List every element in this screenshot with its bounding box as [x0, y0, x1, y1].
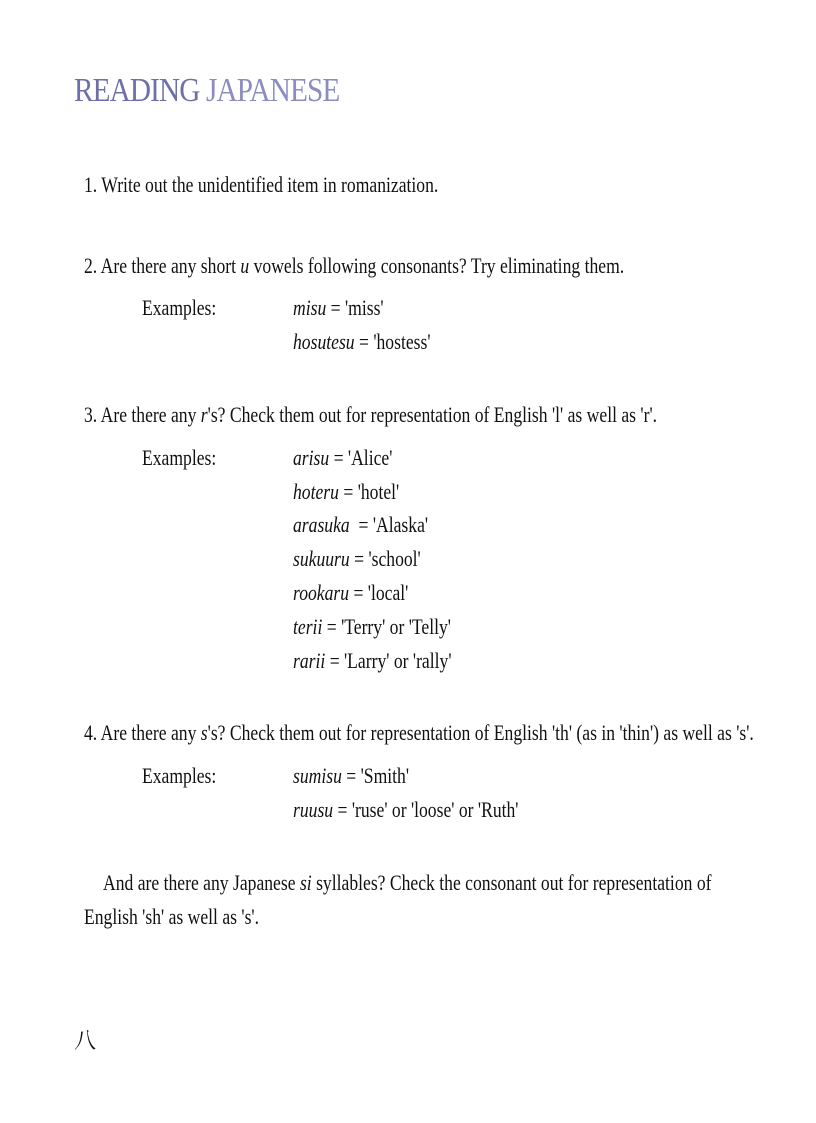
title-word-reading: READING: [74, 72, 200, 109]
note-line-2-text: English 'sh' as well as 's'.: [84, 904, 259, 929]
example-gloss: = 'Alaska': [349, 512, 429, 537]
step-3-em: r: [200, 402, 208, 427]
step-3-examples-label: Examples:: [142, 445, 217, 470]
example-item: [293, 759, 409, 793]
example-item: [293, 793, 518, 827]
example-word: rarii: [293, 648, 326, 673]
step-2-post: vowels following consonants? Try eliminating them.: [249, 253, 625, 278]
step-1: [84, 168, 438, 202]
example-word: arasuka: [293, 512, 350, 537]
example-word: hoteru: [293, 479, 339, 504]
example-gloss: = 'miss': [326, 295, 384, 320]
example-gloss: = 'Larry' or 'rally': [325, 648, 452, 673]
example-word: terii: [293, 614, 323, 639]
page-number-mark: 八: [74, 1029, 97, 1054]
example-gloss: = 'hostess': [354, 329, 431, 354]
note-post: syllables? Check the consonant out for representation of: [311, 870, 712, 895]
example-item: [293, 542, 421, 576]
example-item: [293, 325, 431, 359]
example-word: sumisu: [293, 763, 342, 788]
title-word-japanese: JAPANESE: [205, 72, 340, 109]
example-gloss: = 'Terry' or 'Telly': [322, 614, 451, 639]
example-word: rookaru: [293, 580, 350, 605]
step-3-pre: 3. Are there any: [84, 402, 201, 427]
step-2-examples-label: Examples:: [142, 295, 217, 320]
example-word: misu: [293, 295, 327, 320]
step-4-examples-label: Examples:: [142, 763, 217, 788]
step-1-text: 1. Write out the unidentified item in romanization.: [84, 172, 439, 197]
step-4-em: s: [200, 720, 208, 745]
page-title: [74, 72, 339, 110]
step-4: [84, 716, 754, 750]
step-3: [84, 398, 657, 432]
example-word: sukuuru: [293, 546, 350, 571]
note-em: si: [299, 870, 312, 895]
step-4-pre: 4. Are there any: [84, 720, 201, 745]
example-word: ruusu: [293, 797, 334, 822]
step-4-post: 's? Check them out for representation of English 'th' (as in 'thin') as well as 's'.: [207, 720, 754, 745]
example-item: [293, 441, 392, 475]
example-item: [293, 644, 452, 678]
example-item: [293, 508, 428, 542]
example-gloss: = 'Alice': [329, 445, 393, 470]
example-item: [293, 610, 451, 644]
note-line-1: [103, 866, 711, 900]
note-line-2: [84, 900, 259, 934]
step-2-em: u: [240, 253, 250, 278]
example-gloss: = 'Smith': [341, 763, 410, 788]
example-gloss: = 'hotel': [338, 479, 400, 504]
example-gloss: = 'ruse' or 'loose' or 'Ruth': [333, 797, 519, 822]
example-item: [293, 475, 399, 509]
example-item: [293, 576, 408, 610]
step-2: [84, 249, 624, 283]
example-gloss: = 'local': [349, 580, 409, 605]
step-2-pre: 2. Are there any short: [84, 253, 241, 278]
step-3-post: 's? Check them out for representation of English 'l' as well as 'r'.: [207, 402, 658, 427]
example-item: [293, 291, 384, 325]
example-gloss: = 'school': [349, 546, 421, 571]
example-word: arisu: [293, 445, 330, 470]
note-pre: And are there any Japanese: [103, 870, 300, 895]
example-word: hosutesu: [293, 329, 355, 354]
